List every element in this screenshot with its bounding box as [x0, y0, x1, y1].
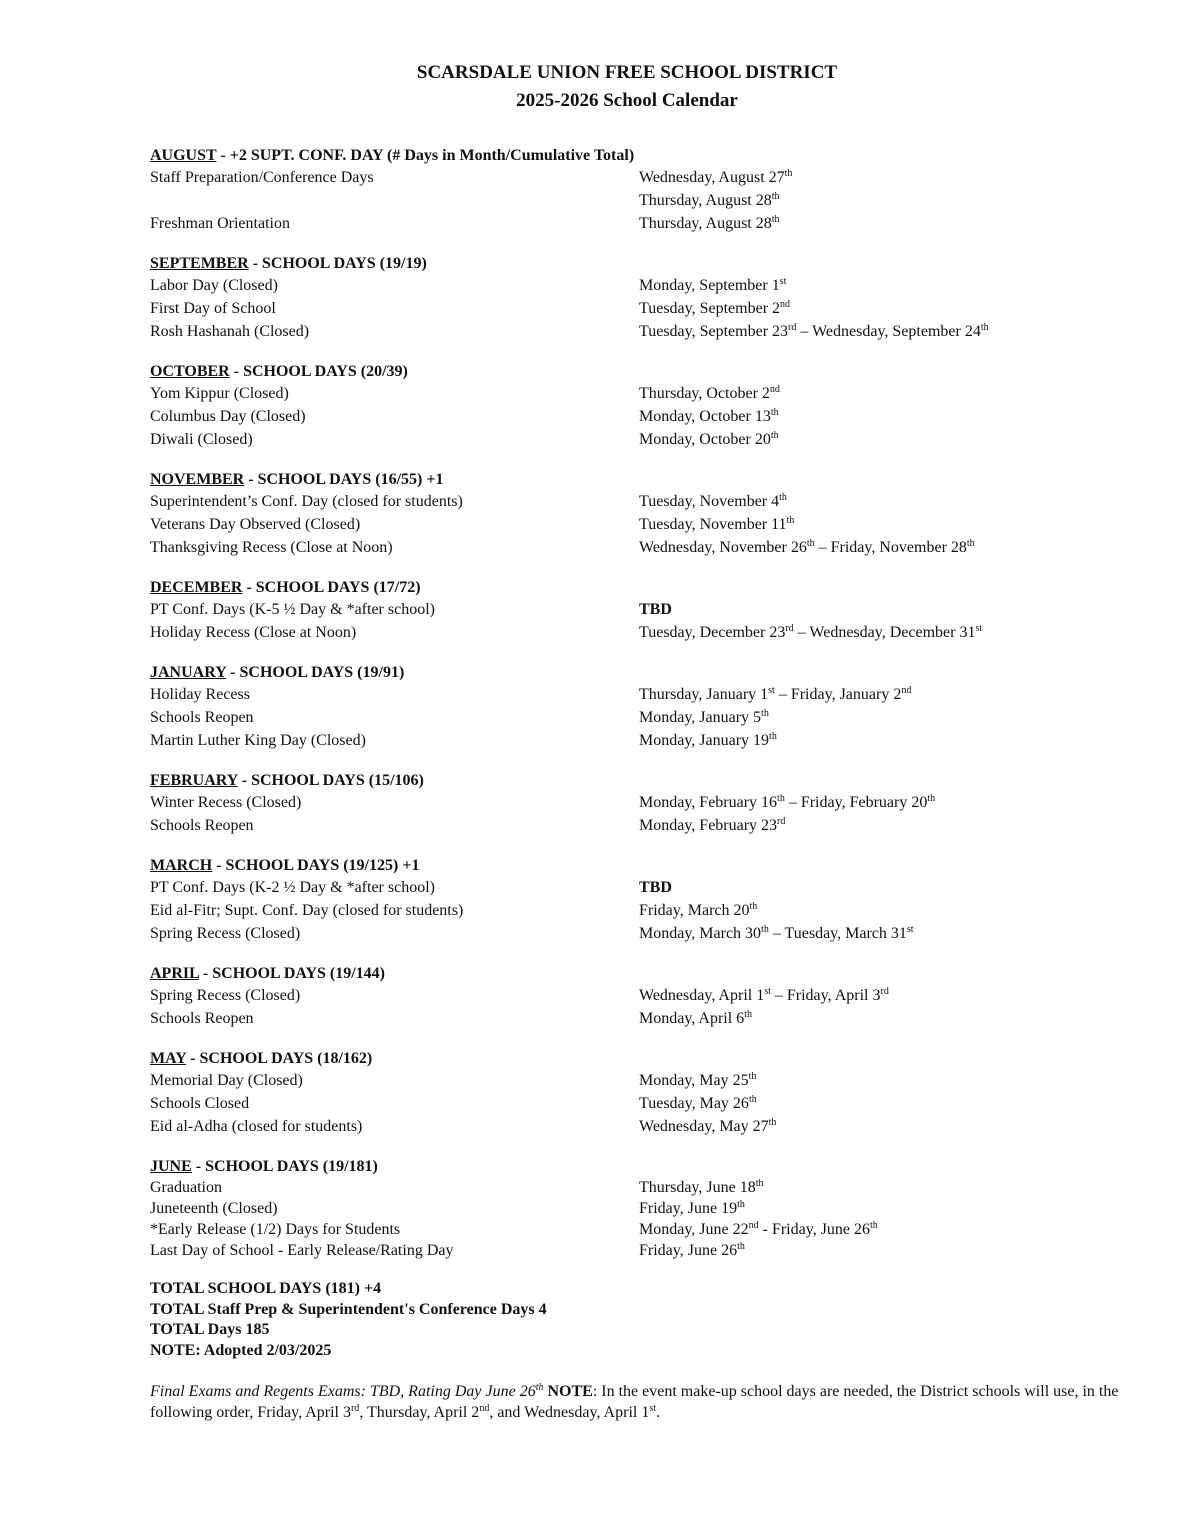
month-name: MAY — [150, 1050, 187, 1067]
calendar-row — [150, 814, 1150, 837]
calendar-content — [150, 145, 1150, 1423]
month-heading — [150, 145, 1150, 166]
event-label: Holiday Recess — [150, 686, 250, 703]
calendar-row — [150, 212, 1150, 235]
calendar-row — [150, 984, 1150, 1007]
month-heading — [150, 963, 1150, 984]
calendar-row — [150, 621, 1150, 644]
calendar-row — [150, 490, 1150, 513]
makeup-days-note: : In the event make-up school days are needed, the District schools will use, in the following order, Friday, April 3rd, Thursday, April 2nd, and Wednesday, April 1st. — [150, 1383, 1119, 1421]
total-line: TOTAL Staff Prep & Superintendent's Conference Days 4 — [150, 1300, 547, 1318]
event-date: TBD — [639, 879, 672, 896]
month-section-november — [150, 469, 1150, 559]
calendar-row — [150, 683, 1150, 706]
event-label: Yom Kippur (Closed) — [150, 385, 289, 402]
event-date: Tuesday, December 23rd – Wednesday, December 31st — [639, 623, 983, 641]
page-subtitle: 2025-2026 School Calendar — [516, 90, 738, 111]
month-heading — [150, 662, 1150, 683]
event-label: Diwali (Closed) — [150, 431, 253, 448]
event-label: Thanksgiving Recess (Close at Noon) — [150, 539, 393, 556]
calendar-row — [150, 1069, 1150, 1092]
event-label: PT Conf. Days (K-5 ½ Day & *after school) — [150, 601, 435, 618]
month-section-august — [150, 145, 1150, 235]
calendar-row — [150, 513, 1150, 536]
month-section-october — [150, 361, 1150, 451]
calendar-row — [150, 1198, 1150, 1219]
total-line: TOTAL SCHOOL DAYS (181) +4 — [150, 1280, 382, 1297]
calendar-row — [150, 1007, 1150, 1030]
month-section-june — [150, 1156, 1150, 1261]
calendar-row — [150, 1219, 1150, 1240]
month-heading — [150, 1048, 1150, 1069]
event-label: Martin Luther King Day (Closed) — [150, 732, 366, 749]
month-name: MARCH — [150, 857, 213, 874]
event-date: Tuesday, November 11th — [639, 515, 795, 533]
month-name: SEPTEMBER — [150, 255, 249, 272]
event-date: Wednesday, April 1st – Friday, April 3rd — [639, 986, 889, 1004]
event-label: *Early Release (1/2) Days for Students — [150, 1221, 401, 1238]
event-label: PT Conf. Days (K-2 ½ Day & *after school) — [150, 879, 435, 896]
month-section-april — [150, 963, 1150, 1030]
event-date: Wednesday, August 27th — [639, 168, 793, 186]
event-label: Schools Reopen — [150, 817, 254, 834]
event-date: Monday, October 13th — [639, 407, 779, 425]
month-section-january — [150, 662, 1150, 752]
footnote — [150, 1381, 1150, 1423]
month-heading — [150, 1156, 1150, 1177]
event-label: Winter Recess (Closed) — [150, 794, 302, 811]
event-date: Friday, June 19th — [639, 1199, 745, 1217]
event-label: Graduation — [150, 1179, 222, 1196]
event-label: Eid al-Fitr; Supt. Conf. Day (closed for students) — [150, 902, 464, 919]
note-label: NOTE — [547, 1383, 593, 1400]
calendar-row — [150, 382, 1150, 405]
event-date: Monday, September 1st — [639, 276, 787, 294]
month-name: FEBRUARY — [150, 772, 238, 789]
calendar-row — [150, 876, 1150, 899]
event-date: Monday, February 16th – Friday, February 20th — [639, 793, 936, 811]
month-heading — [150, 469, 1150, 490]
event-date: Monday, March 30th – Tuesday, March 31st — [639, 924, 914, 942]
calendar-row — [150, 1177, 1150, 1198]
event-label: Schools Reopen — [150, 709, 254, 726]
event-date: Tuesday, September 2nd — [639, 299, 791, 317]
event-label: Last Day of School - Early Release/Rating Day — [150, 1242, 454, 1259]
totals-block — [150, 1279, 1150, 1361]
event-date: Tuesday, November 4th — [639, 492, 787, 510]
event-label: Spring Recess (Closed) — [150, 987, 301, 1004]
event-label: First Day of School — [150, 300, 276, 317]
exam-note: Final Exams and Regents Exams: TBD, Rating Day June 26th — [150, 1382, 544, 1400]
calendar-row — [150, 320, 1150, 343]
month-summary: - SCHOOL DAYS (19/144) — [198, 965, 386, 982]
event-date: Monday, April 6th — [639, 1009, 752, 1027]
calendar-row — [150, 428, 1150, 451]
event-label: Holiday Recess (Close at Noon) — [150, 624, 357, 641]
event-date: Friday, June 26th — [639, 1241, 745, 1259]
event-label: Rosh Hashanah (Closed) — [150, 323, 310, 340]
event-date: Monday, January 5th — [639, 708, 769, 726]
month-summary: - SCHOOL DAYS (16/55) +1 — [244, 471, 444, 488]
total-line: TOTAL Days 185 — [150, 1321, 270, 1338]
event-date: Tuesday, September 23rd – Wednesday, September 24th — [639, 322, 989, 340]
event-label: Superintendent’s Conf. Day (closed for students) — [150, 493, 463, 510]
event-label: Columbus Day (Closed) — [150, 408, 306, 425]
calendar-row — [150, 189, 1150, 212]
month-summary: - SCHOOL DAYS (19/181) — [191, 1158, 378, 1175]
event-label: Freshman Orientation — [150, 215, 290, 232]
month-summary: - SCHOOL DAYS (18/162) — [186, 1050, 373, 1067]
event-date: Monday, January 19th — [639, 731, 777, 749]
month-section-february — [150, 770, 1150, 837]
month-heading — [150, 577, 1150, 598]
month-name: DECEMBER — [150, 579, 243, 596]
calendar-row — [150, 536, 1150, 559]
calendar-row — [150, 706, 1150, 729]
event-date: Wednesday, November 26th – Friday, November 28th — [639, 538, 975, 556]
month-heading — [150, 855, 1150, 876]
month-section-may — [150, 1048, 1150, 1138]
event-date: Thursday, August 28th — [639, 214, 780, 232]
event-date: Thursday, January 1st – Friday, January 2nd — [639, 685, 912, 703]
month-heading — [150, 361, 1150, 382]
calendar-row — [150, 1092, 1150, 1115]
event-label: Schools Closed — [150, 1095, 250, 1112]
event-date: Monday, May 25th — [639, 1071, 757, 1089]
month-summary: - SCHOOL DAYS (19/19) — [248, 255, 427, 272]
event-date: TBD — [639, 601, 672, 618]
month-name: NOVEMBER — [150, 471, 245, 488]
month-heading — [150, 253, 1150, 274]
event-label: Spring Recess (Closed) — [150, 925, 301, 942]
month-section-march — [150, 855, 1150, 945]
month-summary: - +2 SUPT. CONF. DAY (# Days in Month/Cumulative Total) — [216, 147, 635, 164]
calendar-row — [150, 791, 1150, 814]
month-name: JUNE — [150, 1158, 192, 1175]
calendar-row — [150, 1240, 1150, 1261]
month-summary: - SCHOOL DAYS (19/125) +1 — [212, 857, 420, 874]
month-heading — [150, 770, 1150, 791]
month-name: OCTOBER — [150, 363, 230, 380]
event-date: Thursday, June 18th — [639, 1178, 764, 1196]
month-summary: - SCHOOL DAYS (20/39) — [229, 363, 408, 380]
calendar-row — [150, 1115, 1150, 1138]
calendar-row — [150, 899, 1150, 922]
event-label: Staff Preparation/Conference Days — [150, 169, 374, 186]
month-section-september — [150, 253, 1150, 343]
month-name: JANUARY — [150, 664, 227, 681]
event-label: Juneteenth (Closed) — [150, 1200, 278, 1217]
month-name: AUGUST — [150, 147, 217, 164]
event-date: Monday, June 22nd - Friday, June 26th — [639, 1220, 878, 1238]
calendar-row — [150, 922, 1150, 945]
month-summary: - SCHOOL DAYS (17/72) — [242, 579, 421, 596]
event-label: Veterans Day Observed (Closed) — [150, 516, 361, 533]
event-date: Monday, February 23rd — [639, 816, 786, 834]
event-label: Schools Reopen — [150, 1010, 254, 1027]
event-date: Monday, October 20th — [639, 430, 779, 448]
event-label: Labor Day (Closed) — [150, 277, 278, 294]
calendar-row — [150, 598, 1150, 621]
page-title: SCARSDALE UNION FREE SCHOOL DISTRICT — [416, 62, 838, 83]
event-date: Friday, March 20th — [639, 901, 758, 919]
month-name: APRIL — [150, 965, 199, 982]
event-date: Thursday, October 2nd — [639, 384, 780, 402]
calendar-row — [150, 274, 1150, 297]
calendar-row — [150, 405, 1150, 428]
event-label: Eid al-Adha (closed for students) — [150, 1118, 363, 1135]
event-date: Thursday, August 28th — [639, 191, 780, 209]
event-date: Wednesday, May 27th — [639, 1117, 777, 1135]
month-summary: - SCHOOL DAYS (15/106) — [237, 772, 424, 789]
month-section-december — [150, 577, 1150, 644]
calendar-row — [150, 729, 1150, 752]
event-label — [150, 189, 639, 212]
month-summary: - SCHOOL DAYS (19/91) — [226, 664, 405, 681]
event-date: Tuesday, May 26th — [639, 1094, 757, 1112]
calendar-row — [150, 297, 1150, 320]
calendar-row — [150, 166, 1150, 189]
event-label: Memorial Day (Closed) — [150, 1072, 303, 1089]
total-line: NOTE: Adopted 2/03/2025 — [150, 1341, 332, 1359]
